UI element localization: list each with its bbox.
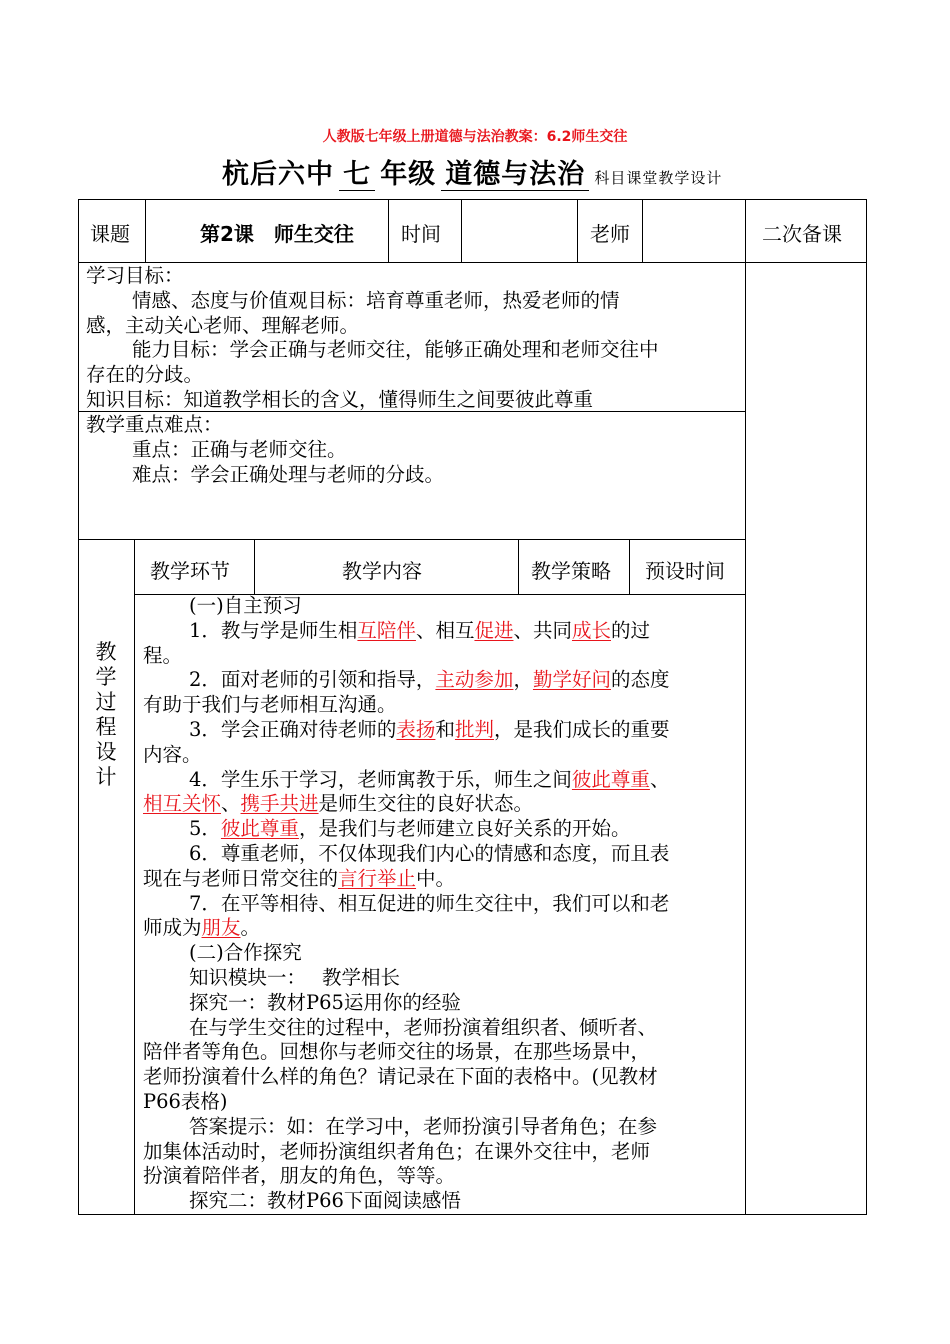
- module-heading: 知识模块一： 教学相长: [189, 965, 400, 989]
- col-stage-header: 教学环节: [150, 559, 230, 583]
- answer-line: 加集体活动时，老师扮演组织者角色；在课外交往中，老师: [143, 1139, 651, 1163]
- list-item: 7．在平等相待、相互促进的师生交往中，我们可以和老: [189, 891, 670, 915]
- side-char: 教: [95, 640, 117, 664]
- process-content: [143, 594, 741, 1214]
- side-char: 学: [95, 665, 117, 689]
- process-side-label: [90, 640, 122, 790]
- paragraph-line: P66表格): [143, 1089, 228, 1113]
- school-name: 杭后六中: [222, 159, 334, 190]
- document-title: 人教版七年级上册道德与法治教案：6.2师生交往: [322, 129, 628, 145]
- col-time-header: 预设时间: [645, 559, 725, 583]
- list-item: 6．尊重老师，不仅体现我们内心的情感和态度，而且表: [189, 841, 670, 865]
- lesson-title: 第2课 师生交往: [200, 222, 354, 246]
- backup-column-border: [745, 199, 746, 1215]
- side-char: 程: [95, 715, 117, 739]
- row1-border-1: [145, 199, 146, 262]
- header: [222, 152, 722, 192]
- explore-heading: 探究二：教材P66下面阅读感悟: [189, 1189, 461, 1213]
- keypoints-section: [86, 413, 742, 487]
- paragraph-line: 陪伴者等角色。回想你与老师交往的场景，在那些场景中，: [143, 1040, 651, 1064]
- backup-label: 二次备课: [762, 222, 842, 246]
- list-item: 2．面对老师的引领和指导，主动参加，勤学好问的态度: [189, 668, 670, 692]
- grade-value: 七: [339, 159, 375, 191]
- process-header-border-3: [629, 539, 630, 594]
- teacher-label: 老师: [590, 222, 630, 246]
- list-item-cont: 相互关怀、携手共进是师生交往的良好状态。: [143, 792, 534, 816]
- row1-border-3: [461, 199, 462, 262]
- list-item-cont: 现在与老师日常交往的言行举止中。: [143, 866, 456, 890]
- goals-line: 感，主动关心老师、理解老师。: [86, 313, 360, 337]
- side-char: 过: [95, 690, 117, 714]
- section-heading: (二)合作探究: [189, 941, 302, 965]
- process-side-border: [134, 539, 135, 1215]
- goals-line: 能力目标：学会正确与老师交往，能够正确处理和老师交往中: [132, 338, 659, 362]
- keypoints-bottom-border: [78, 539, 745, 540]
- list-item-cont: 内容。: [143, 742, 202, 766]
- paragraph-line: 在与学生交往的过程中，老师扮演着组织者、倾听者、: [189, 1015, 658, 1039]
- grade-suffix: 年级: [380, 159, 437, 190]
- side-char: 计: [95, 765, 117, 789]
- subject-name: 道德与法治: [441, 159, 589, 191]
- row1-border-4: [577, 199, 578, 262]
- list-item-cont: 有助于我们与老师相互沟通。: [143, 693, 397, 717]
- side-char: 设: [95, 740, 117, 764]
- row1-border-2: [388, 199, 389, 262]
- goals-line: 情感、态度与价值观目标：培育尊重老师，热爱老师的情: [132, 288, 620, 312]
- list-item: 3．学会正确对待老师的表扬和批判，是我们成长的重要: [189, 717, 670, 741]
- keypoints-title: 教学重点难点：: [86, 413, 223, 436]
- process-header-border-1: [254, 539, 255, 594]
- answer-line: 答案提示：如：在学习中，老师扮演引导者角色；在参: [189, 1114, 658, 1138]
- keypoint-key: 重点：正确与老师交往。: [132, 437, 347, 461]
- row1-border-5: [642, 199, 643, 262]
- time-label: 时间: [401, 222, 441, 246]
- keypoint-difficult: 难点：学会正确处理与老师的分歧。: [132, 462, 445, 486]
- list-item: 1．教与学是师生相互陪伴、相互促进、共同成长的过: [189, 618, 651, 642]
- topic-label: 课题: [90, 222, 130, 246]
- header-suffix: 科目课堂教学设计: [594, 169, 723, 187]
- goals-section: [86, 264, 742, 413]
- list-item-cont: 程。: [143, 643, 183, 667]
- col-strategy-header: 教学策略: [531, 559, 611, 583]
- col-content-header: 教学内容: [342, 559, 422, 583]
- goals-title: 学习目标：: [86, 264, 184, 287]
- list-item: 5．彼此尊重，是我们与老师建立良好关系的开始。: [189, 817, 631, 841]
- table-top-border: [78, 199, 867, 200]
- list-item-cont: 师成为朋友。: [143, 916, 261, 940]
- list-item: 4．学生乐于学习，老师寓教于乐，师生之间彼此尊重、: [189, 767, 670, 791]
- table-bottom-border: [78, 1214, 867, 1215]
- answer-line: 扮演着陪伴者，朋友的角色，等等。: [143, 1164, 456, 1188]
- goals-line: 存在的分歧。: [86, 363, 204, 387]
- table-right-border: [866, 199, 867, 1215]
- explore-heading: 探究一：教材P65运用你的经验: [189, 990, 461, 1014]
- paragraph-line: 老师扮演着什么样的角色？请记录在下面的表格中。(见教材: [143, 1065, 658, 1089]
- table-left-border: [78, 199, 79, 1215]
- goals-line: 知识目标：知道教学相长的含义，懂得师生之间要彼此尊重: [86, 387, 594, 411]
- row1-bottom-border: [78, 262, 867, 263]
- section-heading: (一)自主预习: [189, 594, 302, 617]
- process-header-border-2: [518, 539, 519, 594]
